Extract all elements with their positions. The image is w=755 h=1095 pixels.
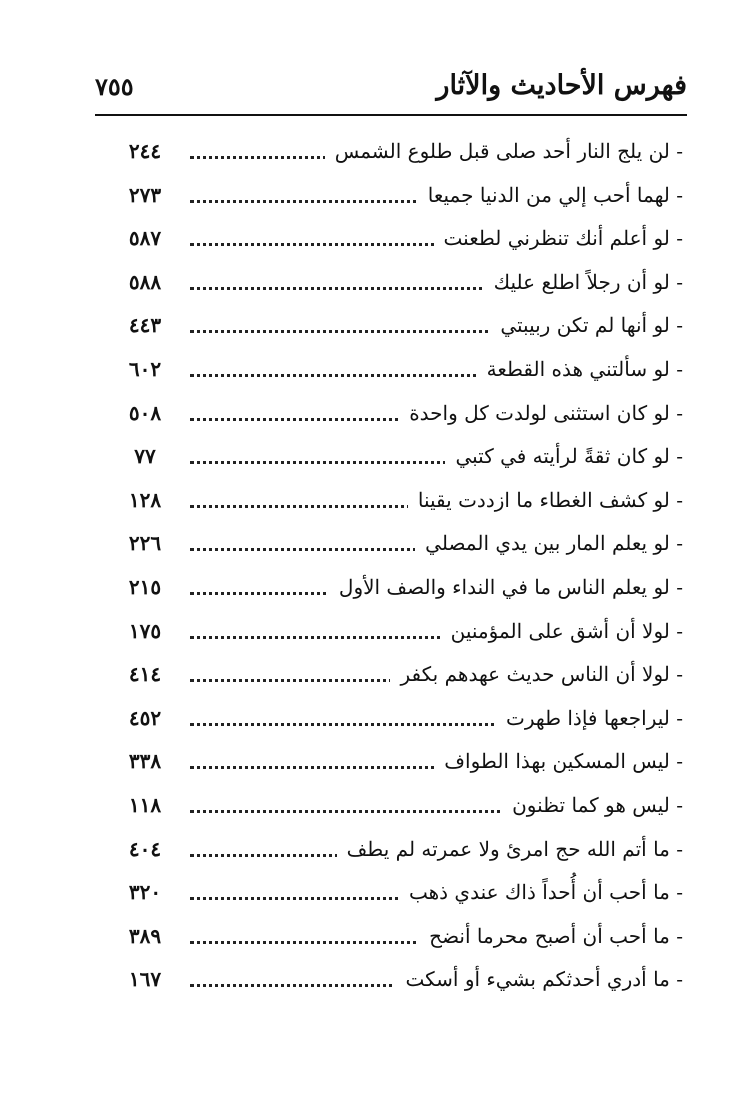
entry-page-number: ٤١٤ xyxy=(128,662,162,687)
entry-text: - لو كان ثقةً لرأيته في كتبي xyxy=(445,441,683,471)
index-entry xyxy=(0,784,755,828)
entry-text: - ليس هو كما تظنون xyxy=(502,790,683,820)
entry-text: - لولا أن أشق على المؤمنين xyxy=(441,616,683,646)
entry-text: - ليراجعها فإذا طهرت xyxy=(496,703,683,733)
running-title: فهرس الأحاديث والآثار xyxy=(436,70,687,101)
index-entry xyxy=(0,915,755,959)
entry-page-number: ٢٢٦ xyxy=(128,531,162,556)
entry-text: - ما أدري أحدثكم بشيء أو أسكت xyxy=(395,964,683,994)
entry-text: - ما أتم الله حج امرئ ولا عمرته لم يطف xyxy=(337,834,683,864)
index-entry xyxy=(0,566,755,610)
entry-page-number: ٤٠٤ xyxy=(128,836,162,861)
entry-text: - لو أنها لم تكن ربيبتي xyxy=(490,310,683,340)
entry-page-number: ٤٥٢ xyxy=(128,705,162,730)
index-entry xyxy=(0,479,755,523)
entry-text: - لو كشف الغطاء ما ازددت يقينا xyxy=(408,485,683,515)
entry-page-number: ١٢٨ xyxy=(128,487,162,512)
entry-text: - لولا أن الناس حديث عهدهم بكفر xyxy=(390,659,683,689)
index-list xyxy=(0,130,755,1002)
entry-page-number: ٣٢٠ xyxy=(128,880,162,905)
entry-text: - لو أن رجلاً اطلع عليك xyxy=(484,267,683,297)
index-entry xyxy=(0,130,755,174)
entry-page-number: ٥٨٨ xyxy=(128,269,162,294)
entry-page-number: ٢٧٣ xyxy=(128,182,162,207)
index-entry xyxy=(0,348,755,392)
index-entry xyxy=(0,697,755,741)
entry-page-number: ١١٨ xyxy=(128,792,162,817)
entry-page-number: ٢١٥ xyxy=(128,574,162,599)
page-header xyxy=(95,70,687,114)
index-entry xyxy=(0,261,755,305)
entry-page-number: ٢٤٤ xyxy=(128,139,162,163)
index-entry xyxy=(0,958,755,1002)
index-entry xyxy=(0,522,755,566)
index-entry xyxy=(0,174,755,218)
entry-page-number: ٣٨٩ xyxy=(128,923,162,948)
entry-page-number: ١٧٥ xyxy=(128,618,162,643)
header-rule xyxy=(95,114,687,116)
entry-text: - ما أحب أن أُحداً ذاك عندي ذهب xyxy=(399,877,683,907)
entry-text: - لهما أحب إلي من الدنيا جميعا xyxy=(418,180,683,210)
entry-text: - لن يلج النار أحد صلى قبل طلوع الشمس xyxy=(325,136,683,166)
index-entry xyxy=(0,435,755,479)
index-entry xyxy=(0,828,755,872)
index-entry xyxy=(0,217,755,261)
page-number: ٧٥٥ xyxy=(95,72,134,101)
entry-text: - لو كان استثنى لولدت كل واحدة xyxy=(399,398,683,428)
entry-text: - لو سألتني هذه القطعة xyxy=(477,354,683,384)
index-entry xyxy=(0,304,755,348)
entry-page-number: ٧٧ xyxy=(134,444,156,469)
entry-page-number: ٦٠٢ xyxy=(128,356,162,381)
index-entry xyxy=(0,392,755,436)
entry-text: - لو أعلم أنك تنظرني لطعنت xyxy=(434,223,683,253)
index-entry xyxy=(0,653,755,697)
entry-page-number: ٥٠٨ xyxy=(128,400,162,425)
entry-page-number: ١٦٧ xyxy=(128,967,162,992)
entry-text: - ما أحب أن أصبح محرما أنضح xyxy=(419,921,683,951)
entry-page-number: ٥٨٧ xyxy=(128,226,162,251)
entry-page-number: ٤٤٣ xyxy=(128,313,162,338)
entry-text: - ليس المسكين بهذا الطواف xyxy=(434,746,683,776)
index-entry xyxy=(0,871,755,915)
index-entry xyxy=(0,610,755,654)
entry-page-number: ٣٣٨ xyxy=(128,749,162,774)
entry-text: - لو يعلم المار بين يدي المصلي xyxy=(415,528,683,558)
index-entry xyxy=(0,740,755,784)
entry-text: - لو يعلم الناس ما في النداء والصف الأول xyxy=(329,572,683,602)
